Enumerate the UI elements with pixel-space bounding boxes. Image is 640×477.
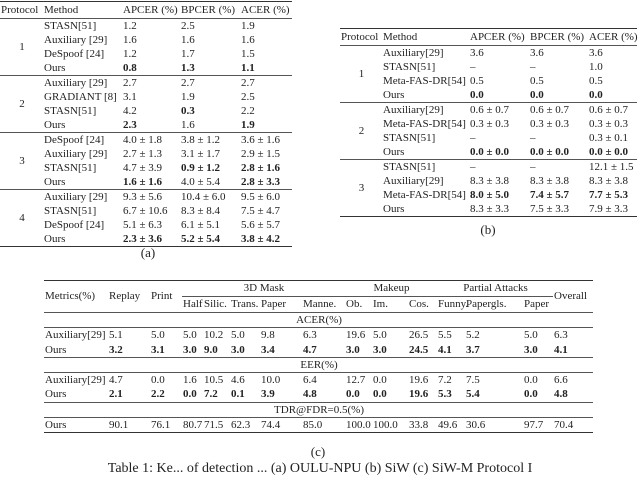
value-cell: 4.8	[303, 388, 317, 401]
section-row	[44, 313, 593, 328]
bpcer-cell: 8.3 ± 8.4	[181, 205, 221, 217]
bpcer-cell: 7.4 ± 5.7	[530, 189, 570, 201]
section-title: EER(%)	[44, 357, 593, 372]
bpcer-cell: 5.2 ± 5.4	[181, 233, 221, 245]
value-cell: 5.0	[524, 329, 538, 342]
value-cell: 24.5	[409, 343, 429, 356]
header-acer: ACER (%)	[240, 2, 292, 19]
method-cell: Auxiliary [29]	[44, 148, 108, 160]
header-acer: ACER (%)	[588, 29, 637, 46]
value-cell: 85.0	[303, 419, 323, 432]
table-row	[0, 190, 292, 205]
table-row	[0, 133, 292, 148]
acer-cell: 1.1	[241, 62, 255, 74]
header-replay: Replay	[109, 290, 141, 302]
value-cell: 90.1	[109, 419, 129, 432]
apcer-cell: 8.3 ± 3.3	[470, 203, 510, 215]
acer-cell: 1.9	[241, 20, 255, 32]
table-caption: Table 1: Ke... of detection ... (a) OULU-NPU (b) SiW (c) SiW-M Protocol I	[107, 461, 533, 476]
table-row	[340, 117, 637, 131]
acer-cell: 9.5 ± 6.0	[240, 190, 292, 205]
apcer-cell: 8.0 ± 5.0	[470, 189, 510, 201]
value-cell: 9.0	[204, 343, 218, 356]
subheader-cell: Paper	[260, 297, 302, 313]
header-bpcer: BPCER (%)	[180, 2, 240, 19]
value-cell: 0.0	[183, 388, 197, 401]
value-cell: 71.5	[204, 419, 224, 432]
table-row	[44, 387, 593, 402]
value-cell: 7.5	[466, 374, 480, 387]
apcer-cell: 3.1	[123, 91, 137, 103]
method-cell: GRADIANT [8]	[44, 91, 117, 103]
method-cell: Meta-FAS-DR[54]	[383, 75, 466, 87]
table-row	[0, 218, 292, 232]
protocol-cell: 3	[340, 160, 382, 217]
table-row	[0, 147, 292, 161]
value-cell: 5.3	[438, 388, 452, 401]
protocol-cell: 1	[358, 68, 365, 80]
value-cell: 100.0	[346, 419, 371, 432]
table-a-label: (a)	[140, 245, 156, 260]
apcer-cell: 1.6 ± 1.6	[123, 176, 163, 188]
value-cell: 0.0	[373, 388, 387, 401]
protocol-cell: 3	[0, 133, 43, 190]
table-row	[340, 202, 637, 217]
table-row	[0, 61, 292, 76]
value-cell: 3.1	[151, 343, 165, 356]
bpcer-cell: 3.6	[530, 47, 544, 59]
table-row	[0, 204, 292, 218]
value-cell: 5.0	[151, 329, 165, 342]
table-row	[44, 343, 593, 358]
value-cell: 19.6	[409, 374, 429, 387]
acer-cell: 12.1 ± 1.5	[588, 160, 637, 175]
header-print: Print	[151, 290, 173, 302]
method-cell: Meta-FAS-DR[54]	[383, 118, 466, 130]
table-row	[340, 74, 637, 88]
value-cell: 6.4	[303, 374, 317, 387]
apcer-cell: 2.7 ± 1.3	[123, 148, 163, 160]
value-cell: 49.6	[438, 419, 458, 432]
apcer-cell: 1.6	[123, 34, 137, 46]
bpcer-cell: 1.6	[181, 34, 195, 46]
subheader-cell: Cos.	[408, 297, 437, 313]
header-overall: Overall	[554, 290, 588, 302]
acer-cell: 2.7	[240, 76, 292, 91]
value-cell: 5.1	[109, 329, 123, 342]
header-method: Method	[43, 2, 122, 19]
acer-cell: 3.6	[589, 47, 603, 59]
bpcer-cell: 10.4 ± 6.0	[180, 190, 240, 205]
value-cell: 7.2	[204, 388, 218, 401]
table-row	[340, 103, 637, 118]
value-cell: 4.8	[554, 388, 568, 401]
bpcer-cell: 2.5	[181, 20, 195, 32]
method-cell: DeSpoof [24]	[44, 219, 105, 231]
value-cell: 0.0	[151, 374, 165, 387]
bpcer-cell: 0.6 ± 0.7	[529, 103, 588, 118]
method-cell: DeSpoof [24]	[44, 48, 105, 60]
subheader-cell: Paper	[523, 297, 553, 313]
section-row	[44, 402, 593, 417]
method-cell: Auxiliary [29]	[44, 34, 108, 46]
value-cell: 5.0	[373, 329, 387, 342]
method-cell: STASN[51]	[44, 162, 97, 174]
bpcer-cell: 1.6	[181, 119, 195, 131]
apcer-cell: –	[469, 160, 529, 175]
siw-m-results-table	[44, 280, 593, 433]
section-row	[44, 357, 593, 372]
acer-cell: 7.7 ± 5.3	[589, 189, 629, 201]
value-cell: 97.7	[524, 419, 544, 432]
bpcer-cell: 7.5 ± 3.3	[530, 203, 570, 215]
value-cell: 2.1	[109, 388, 123, 401]
value-cell: 1.6	[183, 374, 197, 387]
value-cell: 76.1	[151, 419, 171, 432]
apcer-cell: 0.8	[123, 62, 137, 74]
method-cell: Auxiliary[29]	[383, 175, 444, 187]
table-row	[0, 175, 292, 190]
subheader-cell: Im.	[372, 297, 408, 313]
table-row	[0, 47, 292, 61]
method-cell: Ours	[44, 62, 66, 74]
value-cell: 0.0	[346, 388, 360, 401]
header-3d-mask: 3D Mask	[182, 281, 345, 297]
value-cell: 2.2	[151, 388, 165, 401]
subheader-cell: Half	[182, 297, 203, 313]
apcer-cell: 4.0 ± 1.8	[122, 133, 180, 148]
table-row	[340, 174, 637, 188]
apcer-cell: 1.2	[123, 20, 137, 32]
oulu-npu-results-table	[0, 1, 292, 247]
value-cell: 30.6	[466, 419, 486, 432]
header-metrics: Metrics(%)	[45, 290, 96, 302]
method-cell: STASN[51]	[44, 205, 97, 217]
method-cell: STASN[51]	[382, 160, 469, 175]
bpcer-cell: 3.1 ± 1.7	[181, 148, 221, 160]
apcer-cell: 2.3	[123, 119, 137, 131]
apcer-cell: 0.3 ± 0.3	[470, 118, 510, 130]
table-row	[0, 104, 292, 118]
table-row	[44, 418, 593, 433]
bpcer-cell: 8.3 ± 3.8	[530, 175, 570, 187]
method-cell: Meta-FAS-DR[54]	[383, 189, 466, 201]
bpcer-cell: –	[530, 61, 536, 73]
value-cell: 4.6	[231, 374, 245, 387]
value-cell: 10.5	[204, 374, 224, 387]
acer-cell: 2.8 ± 3.3	[241, 176, 281, 188]
value-cell: 4.7	[109, 374, 123, 387]
acer-cell: 2.8 ± 1.6	[241, 162, 281, 174]
method-cell: Ours	[383, 89, 405, 101]
table-row	[44, 328, 593, 343]
value-cell: 10.2	[204, 329, 224, 342]
table-row	[44, 373, 593, 388]
apcer-cell: 1.2	[123, 48, 137, 60]
value-cell: 3.0	[524, 343, 538, 356]
value-cell: 62.3	[231, 419, 251, 432]
acer-cell: 7.9 ± 3.3	[589, 203, 629, 215]
value-cell: 6.6	[554, 374, 568, 387]
bpcer-cell: –	[529, 160, 588, 175]
value-cell: 0.0	[373, 374, 387, 387]
value-cell: 70.4	[554, 419, 574, 432]
apcer-cell: 2.7	[122, 76, 180, 91]
table-row	[340, 145, 637, 160]
apcer-cell: 4.2	[123, 105, 137, 117]
acer-cell: 0.5	[589, 75, 603, 87]
value-cell: 3.9	[261, 388, 275, 401]
method-cell: STASN[51]	[44, 20, 97, 32]
protocol-cell: 2	[340, 103, 382, 160]
acer-cell: 0.0 ± 0.0	[589, 146, 629, 158]
apcer-cell: 9.3 ± 5.6	[122, 190, 180, 205]
value-cell: 6.3	[303, 329, 317, 342]
value-cell: 26.5	[409, 329, 429, 342]
apcer-cell: 0.0	[470, 89, 484, 101]
method-cell: Auxiliary[29]	[382, 103, 469, 118]
table-row	[340, 160, 637, 175]
value-cell: 3.0	[183, 343, 197, 356]
value-cell: 4.1	[554, 343, 568, 356]
method-cell: Ours	[383, 203, 405, 215]
header-protocol: Protocol	[0, 2, 43, 19]
value-cell: 5.2	[466, 329, 480, 342]
table-row	[0, 33, 292, 47]
method-cell: DeSpoof [24]	[43, 133, 122, 148]
header-partial-attacks: Partial Attacks	[437, 281, 553, 297]
table-row	[0, 118, 292, 133]
value-cell: 7.2	[438, 374, 452, 387]
bpcer-cell: 0.0 ± 0.0	[530, 146, 570, 158]
acer-cell: 3.8 ± 4.2	[241, 233, 281, 245]
acer-cell: 8.3 ± 3.8	[589, 175, 629, 187]
acer-cell: 0.3 ± 0.3	[589, 118, 629, 130]
bpcer-cell: 2.7	[180, 76, 240, 91]
table-row	[0, 76, 292, 91]
protocol-cell: 1	[19, 41, 25, 53]
apcer-cell: 6.7 ± 10.6	[123, 205, 168, 217]
acer-cell: 2.9 ± 1.5	[241, 148, 281, 160]
subheader-cell: Manne.	[302, 297, 345, 313]
table-row	[340, 60, 637, 74]
apcer-cell: 2.3 ± 3.6	[123, 233, 163, 245]
value-cell: 80.7	[183, 419, 203, 432]
header-bpcer: BPCER (%)	[529, 29, 588, 46]
method-cell: Ours	[44, 119, 66, 131]
header-method: Method	[382, 29, 469, 46]
table-b-label: (b)	[480, 222, 496, 237]
acer-cell: 1.0	[589, 61, 603, 73]
header-apcer: APCER (%)	[469, 29, 529, 46]
value-cell: 3.4	[261, 343, 275, 356]
value-cell: 6.3	[554, 329, 568, 342]
method-cell: Auxiliary [29]	[43, 190, 122, 205]
acer-cell: 1.6	[241, 34, 255, 46]
table-row	[340, 188, 637, 202]
value-cell: 100.0	[373, 419, 398, 432]
subheader-cell: Papergls.	[465, 297, 523, 313]
apcer-cell: 3.6	[470, 47, 484, 59]
value-cell: 19.6	[409, 388, 429, 401]
value-cell: 10.0	[261, 374, 281, 387]
value-cell: 12.7	[346, 374, 366, 387]
bpcer-cell: 0.5	[530, 75, 544, 87]
method-cell: Auxiliary[29]	[383, 47, 444, 59]
method-cell: Auxiliary[29]	[45, 329, 106, 342]
header-apcer: APCER (%)	[122, 2, 180, 19]
value-cell: 19.6	[346, 329, 366, 342]
section-title: TDR@FDR=0.5(%)	[44, 402, 593, 417]
bpcer-cell: 3.8 ± 1.2	[180, 133, 240, 148]
apcer-cell: –	[470, 132, 476, 144]
bpcer-cell: 0.0	[530, 89, 544, 101]
method-cell: Ours	[45, 419, 67, 432]
value-cell: 0.0	[524, 374, 538, 387]
bpcer-cell: –	[530, 132, 536, 144]
bpcer-cell: 4.0 ± 5.4	[181, 176, 221, 188]
bpcer-cell: 6.1 ± 5.1	[181, 219, 221, 231]
protocol-cell: 2	[0, 76, 43, 133]
value-cell: 0.1	[231, 388, 245, 401]
method-cell: Auxiliary[29]	[45, 374, 106, 387]
apcer-cell: 4.7 ± 3.9	[123, 162, 163, 174]
method-cell: Ours	[44, 176, 66, 188]
header-protocol: Protocol	[340, 29, 382, 46]
subheader-cell: Trans.	[230, 297, 260, 313]
method-cell: STASN[51]	[44, 105, 97, 117]
table-c-label: (c)	[310, 444, 326, 459]
value-cell: 4.7	[303, 343, 317, 356]
value-cell: 3.2	[109, 343, 123, 356]
value-cell: 74.4	[261, 419, 281, 432]
method-cell: STASN[51]	[383, 61, 436, 73]
method-cell: Ours	[45, 343, 67, 356]
value-cell: 3.7	[466, 343, 480, 356]
method-cell: Ours	[45, 388, 67, 401]
value-cell: 5.0	[231, 329, 245, 342]
apcer-cell: 0.6 ± 0.7	[469, 103, 529, 118]
apcer-cell: 8.3 ± 3.8	[470, 175, 510, 187]
method-cell: Ours	[383, 146, 405, 158]
subheader-cell: Funny.	[437, 297, 465, 313]
acer-cell: 0.0	[589, 89, 603, 101]
value-cell: 3.0	[346, 343, 360, 356]
table-row	[0, 90, 292, 104]
bpcer-cell: 1.7	[181, 48, 195, 60]
value-cell: 5.5	[438, 329, 452, 342]
apcer-cell: 0.0 ± 0.0	[470, 146, 510, 158]
acer-cell: 5.6 ± 5.7	[241, 219, 281, 231]
value-cell: 5.0	[183, 329, 197, 342]
apcer-cell: 0.5	[470, 75, 484, 87]
value-cell: 4.1	[438, 343, 452, 356]
acer-cell: 0.6 ± 0.7	[588, 103, 637, 118]
value-cell: 0.0	[524, 388, 538, 401]
table-row	[0, 161, 292, 175]
table-row	[340, 131, 637, 145]
acer-cell: 1.5	[241, 48, 255, 60]
method-cell: STASN[51]	[383, 132, 436, 144]
acer-cell: 2.5	[241, 91, 255, 103]
value-cell: 5.4	[466, 388, 480, 401]
protocol-cell: 4	[0, 190, 43, 247]
value-cell: 33.8	[409, 419, 429, 432]
value-cell: 3.0	[373, 343, 387, 356]
table-row	[340, 46, 637, 61]
apcer-cell: –	[470, 61, 476, 73]
section-title: ACER(%)	[44, 313, 593, 328]
bpcer-cell: 1.9	[181, 91, 195, 103]
subheader-cell: Ob.	[345, 297, 372, 313]
apcer-cell: 5.1 ± 6.3	[123, 219, 163, 231]
siw-results-table	[340, 28, 637, 217]
value-cell: 3.0	[231, 343, 245, 356]
table-row	[0, 19, 292, 34]
bpcer-cell: 0.9 ± 1.2	[181, 162, 221, 174]
method-cell: Ours	[44, 233, 66, 245]
table-row	[340, 88, 637, 103]
acer-cell: 7.5 ± 4.7	[241, 205, 281, 217]
acer-cell: 3.6 ± 1.6	[240, 133, 292, 148]
bpcer-cell: 0.3	[181, 105, 195, 117]
subheader-cell: Silic.	[203, 297, 230, 313]
method-cell: Auxiliary [29]	[43, 76, 122, 91]
value-cell: 9.8	[261, 329, 275, 342]
bpcer-cell: 1.3	[181, 62, 195, 74]
bpcer-cell: 0.3 ± 0.3	[530, 118, 570, 130]
acer-cell: 0.3 ± 0.1	[589, 132, 629, 144]
header-makeup: Makeup	[345, 281, 437, 297]
acer-cell: 1.9	[241, 119, 255, 131]
acer-cell: 2.2	[241, 105, 255, 117]
